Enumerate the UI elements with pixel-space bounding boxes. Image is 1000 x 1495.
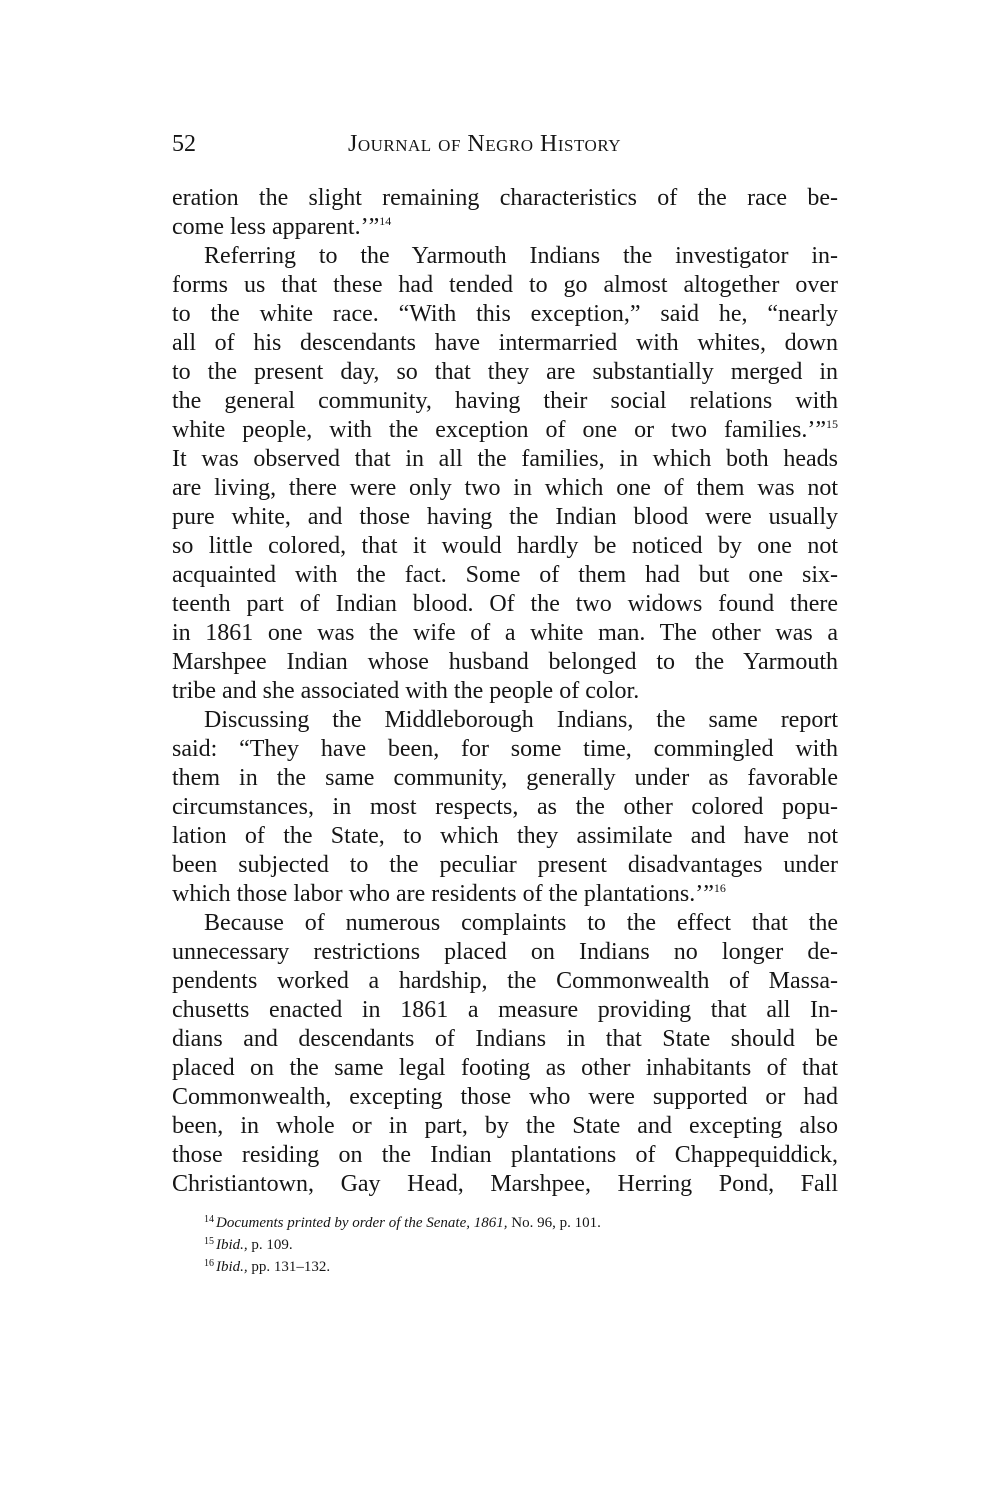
text-line: been, in whole or in part, by the State and excepting also [172, 1113, 838, 1139]
footnote-citation: Documents printed by order of the Senate, 1861, [216, 1215, 508, 1231]
paragraph-start: Because of numerous complaints to the effect that the [204, 910, 838, 936]
footnote-number: 15 [204, 1236, 214, 1247]
text-line: unnecessary restrictions placed on Indians no longer de- [172, 939, 838, 965]
text-line: so little colored, that it would hardly be noticed by one not [172, 533, 838, 559]
text-line: Marshpee Indian whose husband belonged to the Yarmouth [172, 649, 838, 675]
text-line: teenth part of Indian blood. Of the two widows found there [172, 591, 838, 617]
text-line: chusetts enacted in 1861 a measure providing that all In- [172, 997, 838, 1023]
text-line: placed on the same legal footing as other inhabitants of that [172, 1055, 838, 1081]
footnote-citation: Ibid., [216, 1259, 248, 1275]
footnote-14 [204, 1212, 824, 1234]
text-line: Christiantown, Gay Head, Marshpee, Herring Pond, Fall [172, 1171, 838, 1197]
text-line: acquainted with the fact. Some of them had but one six- [172, 562, 838, 588]
text-line: eration the slight remaining characteristics of the race be- [172, 185, 838, 211]
footnote-citation: Ibid., [216, 1237, 248, 1253]
text-line: pure white, and those having the Indian blood were usually [172, 504, 838, 530]
footnote-ref-15: 15 [826, 417, 838, 431]
text-line: to the present day, so that they are substantially merged in [172, 359, 838, 385]
text-line: tribe and she associated with the people of color. [172, 678, 640, 704]
text-line: to the white race. “With this exception,” said he, “nearly [172, 301, 838, 327]
paragraph-start: Referring to the Yarmouth Indians the investigator in- [204, 243, 838, 269]
footnote-detail: pp. 131–132. [247, 1259, 331, 1275]
text-line: white people, with the exception of one or two families.’”$^{15}$ [172, 417, 838, 443]
text-line: lation of the State, to which they assimilate and have not [172, 823, 838, 849]
footnote-detail: No. 96, p. 101. [507, 1215, 601, 1231]
text-line: said: “They have been, for some time, commingled with [172, 736, 838, 762]
footnote-15 [204, 1234, 824, 1256]
body-text [172, 184, 838, 1199]
footnote-number: 14 [204, 1214, 214, 1225]
footnote-detail: p. 109. [247, 1237, 293, 1253]
paragraph-start: Discussing the Middleborough Indians, the same report [204, 707, 838, 733]
footnote-ref-16: 16 [713, 881, 726, 895]
text-line: the general community, having their social relations with [172, 388, 838, 414]
text-line: those residing on the Indian plantations of Chappequiddick, [172, 1142, 838, 1168]
text-line: are living, there were only two in which one of them was not [172, 475, 838, 501]
text-line: them in the same community, generally under as favorable [172, 765, 838, 791]
text-line: Commonwealth, excepting those who were supported or had [172, 1084, 838, 1110]
text-line: which those labor who are residents of the plantations.’”$^{16}$ [172, 881, 726, 907]
footnotes [204, 1212, 824, 1278]
footnote-ref-14: 14 [379, 214, 392, 228]
text-line: come less apparent.’”$^{14}$ [172, 214, 392, 240]
page-header [172, 131, 838, 165]
text-line: forms us that these had tended to go almost altogether over [172, 272, 838, 298]
page-number: 52 [172, 131, 196, 157]
text-line: It was observed that in all the families, in which both heads [172, 446, 838, 472]
running-head: Journal of Negro History [348, 131, 621, 157]
text-line: circumstances, in most respects, as the other colored popu- [172, 794, 838, 820]
text-line: dians and descendants of Indians in that State should be [172, 1026, 838, 1052]
text-line: pendents worked a hardship, the Commonwealth of Massa- [172, 968, 838, 994]
text-line: been subjected to the peculiar present disadvantages under [172, 852, 838, 878]
footnote-number: 16 [204, 1258, 214, 1269]
text-line: in 1861 one was the wife of a white man. The other was a [172, 620, 838, 646]
footnote-16 [204, 1256, 824, 1278]
text-line: all of his descendants have intermarried with whites, down [172, 330, 838, 356]
